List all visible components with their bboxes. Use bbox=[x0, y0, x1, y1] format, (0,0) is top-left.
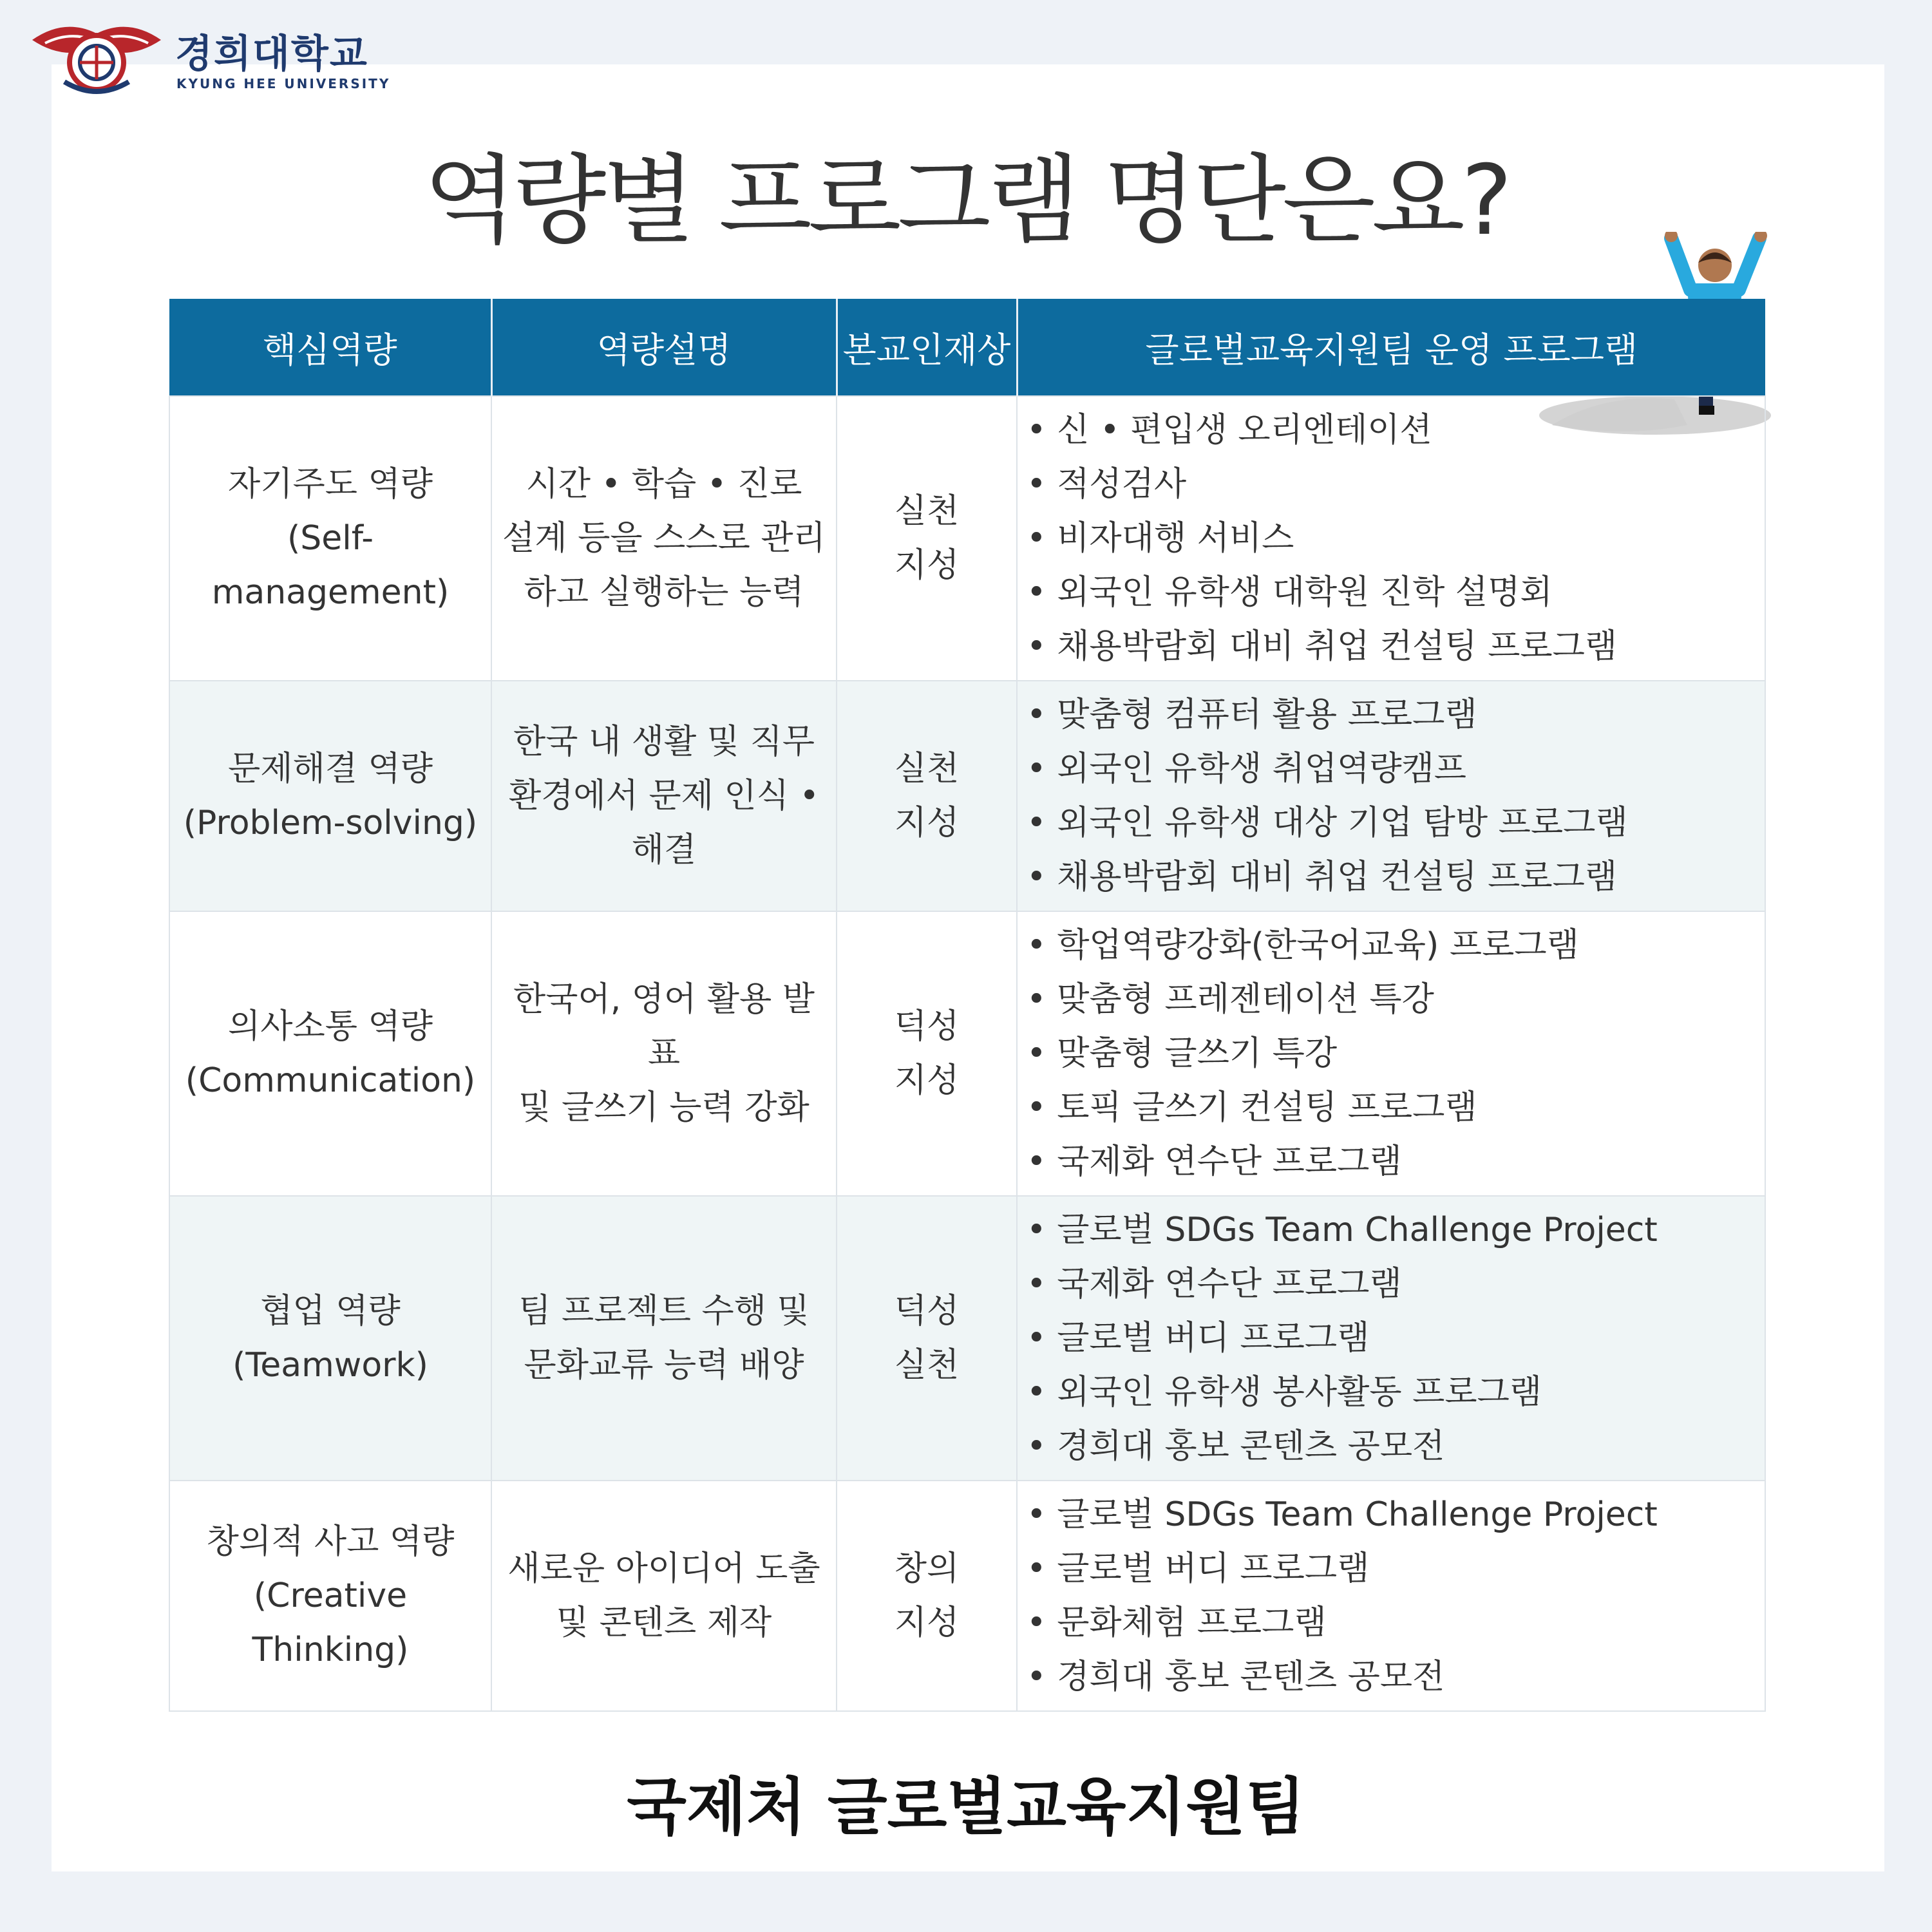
page-title: 역량별 프로그램 명단은요? bbox=[423, 145, 1509, 257]
list-item: • 외국인 유학생 취업역량캠프 bbox=[1027, 750, 1467, 788]
ideal-cell: 창의 지성 bbox=[837, 1481, 1017, 1711]
list-item: • 문화체험 프로그램 bbox=[1027, 1604, 1327, 1642]
table-row bbox=[169, 1481, 1765, 1711]
header-ideal-talent: 본교인재상 bbox=[837, 299, 1017, 396]
list-item: • 외국인 유학생 대학원 진학 설명회 bbox=[1027, 573, 1553, 612]
ideal-cell: 실천 지성 bbox=[837, 681, 1017, 911]
list-item: • 학업역량강화(한국어교육) 프로그램 bbox=[1027, 926, 1579, 965]
list-item: • 채용박람회 대비 취업 컨설팅 프로그램 bbox=[1027, 858, 1618, 896]
competency-cell: 의사소통 역량 (Communication) bbox=[169, 911, 491, 1196]
list-item: • 맞춤형 프레젠테이션 특강 bbox=[1027, 980, 1434, 1019]
header-competency-description: 역량설명 bbox=[491, 299, 837, 396]
list-item: • 글로벌 버디 프로그램 bbox=[1027, 1549, 1370, 1588]
list-item: • 신 • 편입생 오리엔테이션 bbox=[1027, 411, 1432, 450]
table-header-row bbox=[169, 299, 1765, 396]
list-item: • 적성검사 bbox=[1027, 465, 1187, 504]
list-item: • 외국인 유학생 대상 기업 탐방 프로그램 bbox=[1027, 804, 1628, 842]
ideal-cell: 덕성 지성 bbox=[837, 911, 1017, 1196]
list-item: • 경희대 홍보 콘텐츠 공모전 bbox=[1027, 1658, 1445, 1696]
university-logo bbox=[26, 14, 425, 98]
programs-cell bbox=[1017, 1481, 1765, 1711]
list-item: • 경희대 홍보 콘텐츠 공모전 bbox=[1027, 1427, 1445, 1466]
list-item: • 글로벌 버디 프로그램 bbox=[1027, 1319, 1370, 1358]
footer-team-name: 국제처 글로벌교육지원팀 bbox=[627, 1771, 1305, 1843]
logo-english-name: KYUNG HEE UNIVERSITY bbox=[176, 76, 391, 91]
header-core-competency: 핵심역량 bbox=[169, 299, 491, 396]
list-item: • 글로벌 SDGs Team Challenge Project bbox=[1027, 1211, 1658, 1249]
header-programs: 글로벌교육지원팀 운영 프로그램 bbox=[1017, 299, 1765, 396]
list-item: • 국제화 연수단 프로그램 bbox=[1027, 1142, 1402, 1181]
list-item: • 글로벌 SDGs Team Challenge Project bbox=[1027, 1495, 1658, 1534]
logo-korean-name: 경희대학교 bbox=[175, 32, 368, 77]
table-row bbox=[169, 681, 1765, 911]
competency-cell: 문제해결 역량 (Problem-solving) bbox=[169, 681, 491, 911]
description-cell: 시간 • 학습 • 진로 설계 등을 스스로 관리 하고 실행하는 능력 bbox=[491, 396, 837, 681]
list-item: • 맞춤형 컴퓨터 활용 프로그램 bbox=[1027, 696, 1477, 734]
programs-cell bbox=[1017, 681, 1765, 911]
competency-cell: 협업 역량 (Teamwork) bbox=[169, 1196, 491, 1481]
description-cell: 한국어, 영어 활용 발표 및 글쓰기 능력 강화 bbox=[491, 911, 837, 1196]
competency-cell: 자기주도 역량 (Self- management) bbox=[169, 396, 491, 681]
table-row bbox=[169, 396, 1765, 681]
ideal-cell: 실천 지성 bbox=[837, 396, 1017, 681]
programs-cell bbox=[1017, 1196, 1765, 1481]
programs-cell bbox=[1017, 396, 1765, 681]
program-table bbox=[169, 299, 1766, 1712]
list-item: • 채용박람회 대비 취업 컨설팅 프로그램 bbox=[1027, 627, 1618, 666]
list-item: • 비자대행 서비스 bbox=[1027, 519, 1294, 558]
description-cell: 한국 내 생활 및 직무 환경에서 문제 인식 • 해결 bbox=[491, 681, 837, 911]
table-row bbox=[169, 911, 1765, 1196]
university-emblem-icon bbox=[26, 14, 167, 98]
list-item: • 토픽 글쓰기 컨설팅 프로그램 bbox=[1027, 1088, 1477, 1127]
description-cell: 팀 프로젝트 수행 및 문화교류 능력 배양 bbox=[491, 1196, 837, 1481]
programs-cell bbox=[1017, 911, 1765, 1196]
table-row bbox=[169, 1196, 1765, 1481]
description-cell: 새로운 아이디어 도출 및 콘텐츠 제작 bbox=[491, 1481, 837, 1711]
list-item: • 외국인 유학생 봉사활동 프로그램 bbox=[1027, 1373, 1542, 1412]
competency-cell: 창의적 사고 역량 (Creative Thinking) bbox=[169, 1481, 491, 1711]
list-item: • 맞춤형 글쓰기 특강 bbox=[1027, 1034, 1338, 1073]
list-item: • 국제화 연수단 프로그램 bbox=[1027, 1265, 1402, 1303]
ideal-cell: 덕성 실천 bbox=[837, 1196, 1017, 1481]
